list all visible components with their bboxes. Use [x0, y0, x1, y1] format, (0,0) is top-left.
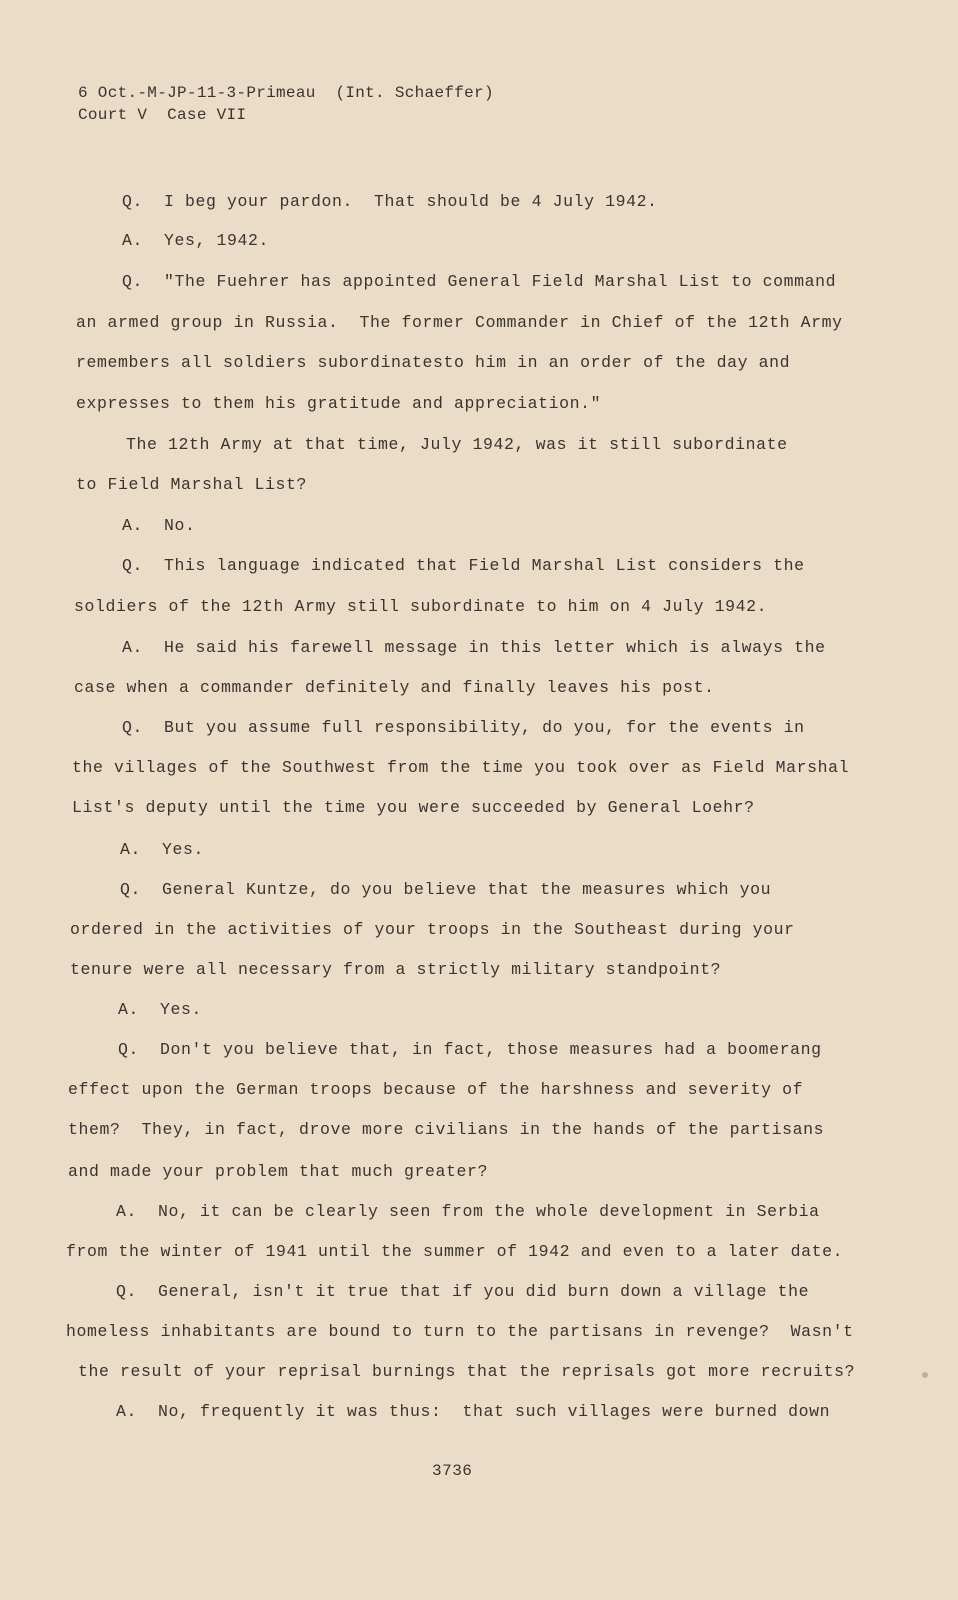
text-line: homeless inhabitants are bound to turn to the partisans in revenge? Wasn't: [66, 1322, 854, 1341]
text-line: them? They, in fact, drove more civilians in the hands of the partisans: [68, 1120, 825, 1139]
text-line: soldiers of the 12th Army still subordinate to him on 4 July 1942.: [74, 597, 768, 616]
text-line: tenure were all necessary from a strictly military standpoint?: [70, 960, 722, 979]
text-line: A. He said his farewell message in this letter which is always the: [122, 638, 826, 657]
document-header: [78, 82, 494, 126]
text-line: ordered in the activities of your troops in the Southeast during your: [70, 920, 795, 939]
header-line-1: 6 Oct.-M-JP-11-3-Primeau (Int. Schaeffer): [78, 84, 494, 102]
text-line: to Field Marshal List?: [76, 475, 308, 494]
text-line: A. Yes.: [120, 840, 205, 859]
text-line: A. No, frequently it was thus: that such villages were burned down: [116, 1402, 831, 1421]
text-line: case when a commander definitely and finally leaves his post.: [74, 678, 715, 697]
text-line: Q. I beg your pardon. That should be 4 July 1942.: [122, 192, 658, 211]
text-line: the villages of the Southwest from the time you took over as Field Marshal: [72, 758, 850, 777]
paper-speck: [922, 1372, 928, 1378]
text-line: the result of your reprisal burnings that the reprisals got more recruits?: [78, 1362, 856, 1381]
text-line: Q. General Kuntze, do you believe that the measures which you: [120, 880, 772, 899]
text-line: A. Yes.: [118, 1000, 203, 1019]
text-line: The 12th Army at that time, July 1942, was it still subordinate: [126, 435, 788, 454]
text-line: expresses to them his gratitude and appreciation.": [76, 394, 602, 413]
text-line: Q. This language indicated that Field Marshal List considers the: [122, 556, 805, 575]
text-line: A. No.: [122, 516, 196, 535]
text-line: List's deputy until the time you were succeeded by General Loehr?: [72, 798, 755, 817]
text-line: effect upon the German troops because of the harshness and severity of: [68, 1080, 804, 1099]
text-line: an armed group in Russia. The former Commander in Chief of the 12th Army: [76, 313, 843, 332]
text-line: remembers all soldiers subordinatesto him in an order of the day and: [76, 353, 791, 372]
text-line: Q. General, isn't it true that if you did burn down a village the: [116, 1282, 810, 1301]
page-number: 3736: [432, 1462, 473, 1480]
text-line: and made your problem that much greater?: [68, 1162, 489, 1181]
text-line: A. No, it can be clearly seen from the whole development in Serbia: [116, 1202, 820, 1221]
text-line: A. Yes, 1942.: [122, 231, 270, 250]
text-line: Q. "The Fuehrer has appointed General Field Marshal List to command: [122, 272, 837, 291]
text-line: Q. Don't you believe that, in fact, those measures had a boomerang: [118, 1040, 822, 1059]
text-line: Q. But you assume full responsibility, do you, for the events in: [122, 718, 805, 737]
header-line-2: Court V Case VII: [78, 106, 247, 124]
text-line: from the winter of 1941 until the summer of 1942 and even to a later date.: [66, 1242, 844, 1261]
